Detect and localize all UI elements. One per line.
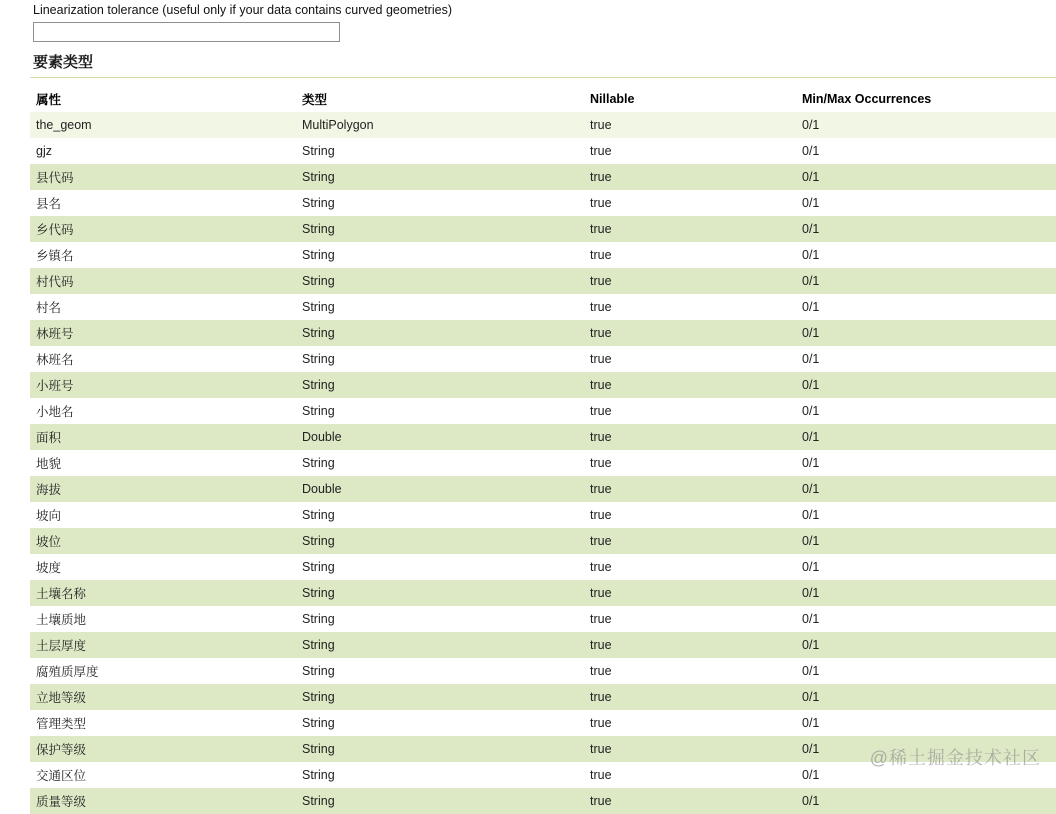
occurrences-cell: 0/1 — [802, 638, 820, 652]
attribute-cell: 村代码 — [36, 275, 74, 289]
nillable-cell: true — [590, 508, 612, 522]
occurrences-cell: 0/1 — [802, 612, 820, 626]
occurrences-cell: 0/1 — [802, 768, 820, 782]
nillable-cell: true — [590, 742, 612, 756]
occurrences-cell: 0/1 — [802, 742, 820, 756]
type-cell: String — [302, 222, 335, 236]
attribute-cell: 乡镇名 — [36, 249, 74, 263]
table-row — [30, 372, 1056, 398]
table-row — [30, 476, 1056, 502]
attribute-cell: 质量等级 — [36, 795, 87, 809]
occurrences-cell: 0/1 — [802, 690, 820, 704]
attribute-cell: the_geom — [36, 118, 92, 132]
attribute-cell: 交通区位 — [36, 769, 87, 783]
header-occurrences: Min/Max Occurrences — [802, 92, 932, 106]
occurrences-cell: 0/1 — [802, 274, 820, 288]
attribute-cell: 面积 — [36, 431, 62, 445]
attribute-cell: 地貌 — [36, 457, 62, 471]
type-cell: String — [302, 274, 335, 288]
type-cell: String — [302, 196, 335, 210]
watermark: @稀土掘金技术社区 — [869, 748, 1041, 768]
type-cell: String — [302, 794, 335, 808]
type-cell: Double — [302, 482, 342, 496]
attribute-cell: 保护等级 — [36, 743, 87, 757]
type-cell: String — [302, 170, 335, 184]
table-row — [30, 580, 1056, 606]
nillable-cell: true — [590, 144, 612, 158]
type-cell: String — [302, 456, 335, 470]
type-cell: Double — [302, 430, 342, 444]
nillable-cell: true — [590, 482, 612, 496]
type-cell: String — [302, 690, 335, 704]
type-cell: String — [302, 404, 335, 418]
nillable-cell: true — [590, 664, 612, 678]
table-row — [30, 658, 1056, 684]
type-cell: String — [302, 508, 335, 522]
header-nillable: Nillable — [590, 92, 635, 106]
table-row — [30, 632, 1056, 658]
type-cell: String — [302, 742, 335, 756]
table-row — [30, 190, 1056, 216]
attribute-cell: 土壤质地 — [36, 613, 87, 627]
table-row — [30, 788, 1056, 814]
attribute-cell: 乡代码 — [36, 223, 74, 237]
nillable-cell: true — [590, 300, 612, 314]
type-cell: String — [302, 768, 335, 782]
attribute-cell: 管理类型 — [36, 717, 87, 731]
nillable-cell: true — [590, 534, 612, 548]
type-cell: String — [302, 352, 335, 366]
type-cell: String — [302, 716, 335, 730]
occurrences-cell: 0/1 — [802, 118, 820, 132]
table-row — [30, 762, 1056, 788]
occurrences-cell: 0/1 — [802, 794, 820, 808]
occurrences-cell: 0/1 — [802, 716, 820, 730]
occurrences-cell: 0/1 — [802, 586, 820, 600]
table-row — [30, 450, 1056, 476]
attribute-cell: 土壤名称 — [36, 587, 87, 601]
occurrences-cell: 0/1 — [802, 560, 820, 574]
table-row — [30, 554, 1056, 580]
nillable-cell: true — [590, 690, 612, 704]
table-row — [30, 164, 1056, 190]
type-cell: String — [302, 586, 335, 600]
occurrences-cell: 0/1 — [802, 300, 820, 314]
table-row — [30, 398, 1056, 424]
linearization-tolerance-input[interactable] — [33, 22, 340, 42]
attribute-cell: 土层厚度 — [36, 639, 87, 653]
nillable-cell: true — [590, 794, 612, 808]
linearization-tolerance-label: Linearization tolerance (useful only if your data contains curved geometries) — [33, 3, 452, 17]
attribute-cell: 海拔 — [36, 483, 62, 497]
type-cell: String — [302, 144, 335, 158]
attribute-cell: 坡向 — [36, 509, 62, 523]
nillable-cell: true — [590, 196, 612, 210]
nillable-cell: true — [590, 378, 612, 392]
nillable-cell: true — [590, 352, 612, 366]
occurrences-cell: 0/1 — [802, 144, 820, 158]
table-row — [30, 242, 1056, 268]
table-row — [30, 736, 1056, 762]
attribute-cell: 林班号 — [36, 327, 74, 341]
table-header-row — [30, 86, 1056, 112]
occurrences-cell: 0/1 — [802, 378, 820, 392]
nillable-cell: true — [590, 456, 612, 470]
table-row — [30, 346, 1056, 372]
nillable-cell: true — [590, 326, 612, 340]
table-row — [30, 294, 1056, 320]
nillable-cell: true — [590, 404, 612, 418]
attribute-cell: 村名 — [36, 301, 62, 315]
table-row — [30, 606, 1056, 632]
nillable-cell: true — [590, 248, 612, 262]
nillable-cell: true — [590, 118, 612, 132]
nillable-cell: true — [590, 638, 612, 652]
occurrences-cell: 0/1 — [802, 170, 820, 184]
attribute-cell: 坡度 — [36, 561, 62, 575]
table-row — [30, 216, 1056, 242]
feature-type-section-heading — [30, 51, 1056, 78]
nillable-cell: true — [590, 274, 612, 288]
type-cell: String — [302, 560, 335, 574]
table-row — [30, 112, 1056, 138]
type-cell: String — [302, 612, 335, 626]
header-attribute: 属性 — [36, 93, 62, 107]
occurrences-cell: 0/1 — [802, 196, 820, 210]
nillable-cell: true — [590, 716, 612, 730]
attribute-table — [30, 86, 1056, 814]
attribute-cell: 腐殖质厚度 — [36, 665, 99, 679]
attribute-cell: 小地名 — [36, 405, 74, 419]
attribute-cell: 坡位 — [36, 535, 62, 549]
nillable-cell: true — [590, 768, 612, 782]
nillable-cell: true — [590, 170, 612, 184]
header-type: 类型 — [302, 93, 328, 107]
nillable-cell: true — [590, 586, 612, 600]
occurrences-cell: 0/1 — [802, 352, 820, 366]
occurrences-cell: 0/1 — [802, 222, 820, 236]
occurrences-cell: 0/1 — [802, 534, 820, 548]
nillable-cell: true — [590, 560, 612, 574]
table-row — [30, 138, 1056, 164]
attribute-cell: 县代码 — [36, 171, 74, 185]
attribute-cell: 小班号 — [36, 379, 74, 393]
nillable-cell: true — [590, 222, 612, 236]
type-cell: String — [302, 300, 335, 314]
table-row — [30, 684, 1056, 710]
table-row — [30, 320, 1056, 346]
occurrences-cell: 0/1 — [802, 456, 820, 470]
type-cell: String — [302, 378, 335, 392]
occurrences-cell: 0/1 — [802, 430, 820, 444]
occurrences-cell: 0/1 — [802, 248, 820, 262]
table-row — [30, 268, 1056, 294]
nillable-cell: true — [590, 430, 612, 444]
occurrences-cell: 0/1 — [802, 664, 820, 678]
feature-type-title: 要素类型 — [33, 54, 94, 71]
occurrences-cell: 0/1 — [802, 482, 820, 496]
table-row — [30, 710, 1056, 736]
type-cell: String — [302, 248, 335, 262]
occurrences-cell: 0/1 — [802, 326, 820, 340]
occurrences-cell: 0/1 — [802, 508, 820, 522]
table-row — [30, 424, 1056, 450]
occurrences-cell: 0/1 — [802, 404, 820, 418]
attribute-cell: 立地等级 — [36, 691, 87, 705]
attribute-cell: 县名 — [36, 197, 62, 211]
table-row — [30, 528, 1056, 554]
type-cell: String — [302, 534, 335, 548]
attribute-cell: 林班名 — [36, 353, 74, 367]
nillable-cell: true — [590, 612, 612, 626]
attribute-cell: gjz — [36, 144, 52, 158]
linearization-tolerance-field — [0, 0, 1056, 42]
type-cell: MultiPolygon — [302, 118, 374, 132]
table-row — [30, 502, 1056, 528]
type-cell: String — [302, 638, 335, 652]
type-cell: String — [302, 664, 335, 678]
type-cell: String — [302, 326, 335, 340]
